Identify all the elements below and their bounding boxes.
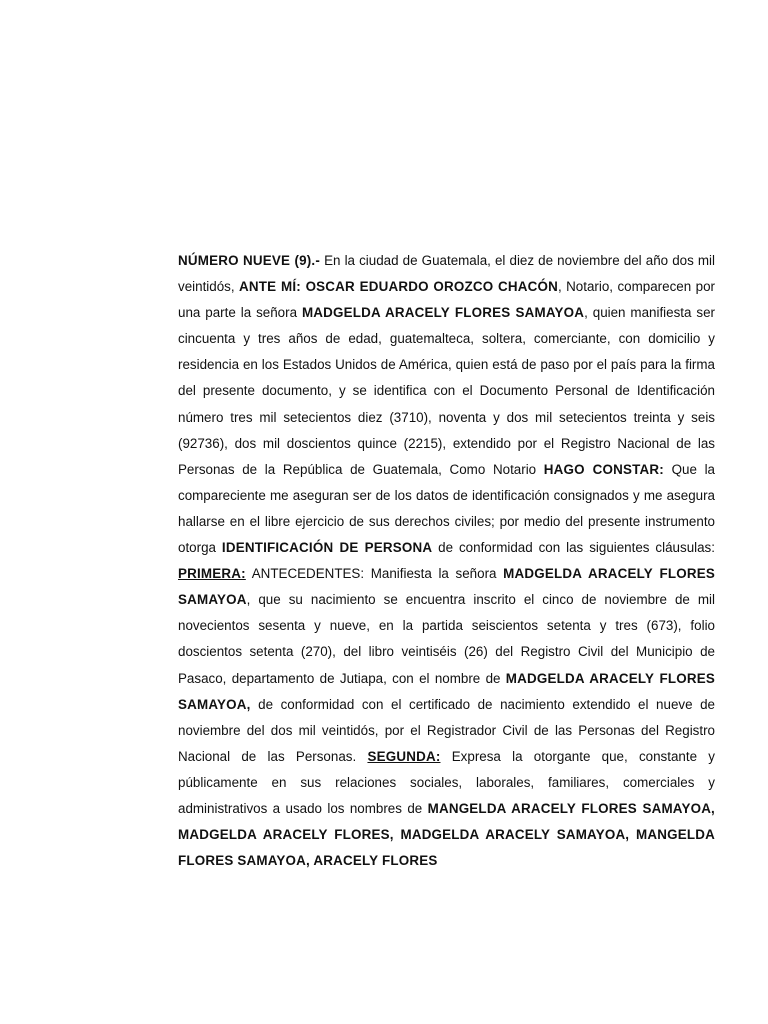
text-segment: En la ciudad de Guatemala, el diez de noviembre del año dos mil veintidós, [178,253,715,295]
bold-text-segment: MADGELDA ARACELY FLORES SAMAYOA, [178,670,715,712]
text-segment: ANTECEDENTES: Manifiesta la señora [245,566,504,582]
bold-text-segment: IDENTIFICACIÓN DE PERSONA [221,540,433,556]
bold-text-segment: MADGELDA ARACELY FLORES SAMAYOA [301,305,585,321]
bold-text-segment: SEGUNDA: [367,748,441,764]
bold-text-segment: PRIMERA: [178,566,246,582]
text-segment: de conformidad con el certificado de nacimiento extendido el nueve de noviembre del dos mil veintidós, por el Registrador Civil de las Personas del Registro Nacional de las Personas. [178,696,715,764]
text-segment: Expresa la otorgante que, constante y públicamente en sus relaciones sociales, laborales, familiares, comerciales y administrativos a usado los nombres de [178,748,715,816]
bold-text-segment: ANTE MÍ: OSCAR EDUARDO OROZCO CHACÓN [239,279,558,295]
bold-text-segment: MANGELDA ARACELY FLORES SAMAYOA, MADGELDA ARACELY FLORES, MADGELDA ARACELY SAMAYOA, MANGELDA FLORES SAMAYOA, ARACELY FLORES [178,800,715,869]
text-segment: , que su nacimiento se encuentra inscrito el cinco de noviembre de mil novecientos sesenta y nueve, en la partida seiscientos setenta y tres (673), folio doscientos setenta (270), del libro veintiséis (26) del Registro Civil del Municipio de Pasaco, departamento de Jutiapa, con el nombre de [178,592,715,686]
bold-text-segment: NÚMERO NUEVE (9).- [178,253,320,268]
text-segment: Que la compareciente me aseguran ser de los datos de identificación consignados y me asegura hallarse en el libre ejercicio de sus derechos civiles; por medio del presente instrumento otorga [178,461,715,556]
bold-text-segment: HAGO CONSTAR: [543,461,664,477]
text-segment: , quien manifiesta ser cincuenta y tres años de edad, guatemalteca, soltera, comerciante, con domicilio y residencia en los Estados Unidos de América, quien está de paso por el país para la firma del presente documento, y se identifica con el Documento Personal de Identificación número tres mil setecientos diez (3710), noventa y dos mil setecientos treinta y seis (92736), dos mil doscientos quince (2215), extendido por el Registro Nacional de las Personas de la República de Guatemala, Como Notario [178,305,715,477]
bold-text-segment: MADGELDA ARACELY FLORES SAMAYOA [178,566,715,608]
text-segment: , Notario, comparecen por una parte la señora [178,279,715,321]
deed-body-text [178,248,715,874]
text-segment: de conformidad con las siguientes cláusulas: [432,540,715,556]
